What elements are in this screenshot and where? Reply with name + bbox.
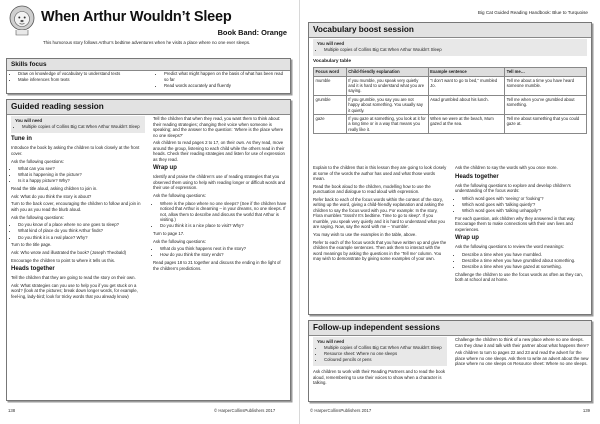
skills-col-1 — [11, 71, 141, 85]
book-title: When Arthur Wouldn’t Sleep — [41, 9, 232, 25]
table-cell: Tell me about a time you have heard someone mumble. — [505, 76, 587, 95]
question-item: • Describe a time when you have grumbled about something. — [462, 258, 589, 264]
you-will-need-box — [313, 39, 587, 56]
table-header-row — [314, 68, 587, 76]
skill-item: • Read words accurately and fluently — [164, 83, 287, 89]
question-item: • Describe a time when you have mumbled. — [462, 252, 589, 258]
need-item: • Multiple copies of Collins Big Cat When Arthur Wouldn’t Sleep — [324, 345, 443, 351]
guided-reading-heading: Guided reading session — [7, 100, 290, 115]
paragraph: Introduce the book by asking the children to look closely at the front cover. — [11, 145, 140, 156]
question-item: • Which word goes with ‘seeing’ or ‘looking’? — [462, 196, 589, 202]
you-will-need-box — [313, 337, 447, 366]
table-cell: Tell me about something that you could gaze at. — [505, 114, 587, 133]
follow-col-1 — [313, 337, 447, 388]
wrap-up-heading: Wrap up — [455, 235, 479, 242]
question-item: • What is happening in the picture? — [18, 172, 145, 178]
paragraph: Ask children to turn to pages 22 and 23 and read the advert for the place where no one sleeps. Ask them to write an advert about the new place where no one sleeps on Resource sheet: Where no one sleeps. — [455, 350, 589, 367]
page-number-right: 139 — [582, 408, 590, 413]
table-row — [314, 76, 587, 95]
guided-col-2 — [153, 116, 287, 273]
paragraph: Ask the children to say the words with you once more. — [455, 165, 558, 170]
vocabulary-table — [313, 67, 587, 134]
paragraph: Read the book aloud to the children, modelling how to use the punctuation and dialogue to read aloud with expression. — [313, 183, 431, 195]
table-row — [314, 114, 587, 133]
vocab-col-1 — [313, 165, 447, 264]
paragraph: Refer back to each of the focus words within the context of the story, writing up the word, giving a child-friendly explanation and asking the children to say the focus word with you. For example: In the story, Flora mumbles “Ssssh! It’s bedtime. Time to go to sleep”. If you mumble, you speak very quietly and it is hard to understand what you are saying. Now, say the word with me – ‘mumble’. — [313, 196, 445, 230]
paragraph: Challenge the children to use the focus words as often as they can, both at school and at home. — [455, 271, 583, 283]
table-cell: “I don’t want to go to bed,” mumbled Jo. — [428, 76, 504, 95]
paragraph: Turn to page 17. — [153, 231, 185, 237]
paragraph: Identify and praise the children’s use of reading strategies that you observed them using to help with reading longer or difficult words and their use of expression. — [153, 174, 286, 191]
table-row — [314, 95, 587, 114]
vocabulary-table-label: Vocabulary table — [313, 59, 352, 65]
question-item: • Which word goes with ‘talking unhappily’? — [462, 208, 589, 214]
skills-focus-heading: Skills focus — [7, 59, 290, 71]
vocabulary-boost-heading: Vocabulary boost session — [309, 23, 591, 38]
copyright-left: © HarperCollinsPublishers 2017 — [214, 408, 276, 413]
paragraph: Read pages 18 to 21 together and discuss the ending in the light of the children’s predictions. — [153, 260, 281, 271]
paragraph: Ask the following questions: — [11, 158, 65, 164]
table-cell: If you mumble, you speak very quietly and it is hard to understand what you are saying. — [346, 76, 428, 95]
question-item: • Which word goes with ‘talking quietly’? — [462, 202, 589, 208]
paragraph: Ask: Who wrote and illustrated the book? (Joseph Theobald) — [11, 249, 127, 255]
table-cell: If you grumble, you say you are not happy about something. You usually say it quietly. — [346, 95, 428, 114]
column-header: Example sentence — [428, 68, 504, 76]
need-item: • Multiple copies of Collins Big Cat When Arthur Wouldn’t Sleep — [324, 47, 583, 53]
vocab-col-2 — [455, 165, 589, 285]
column-header: Focus word — [314, 68, 347, 76]
series-title: Big Cat Guided Reading Handbook: Blue to Turquoise — [477, 10, 588, 15]
you-will-need-label: You will need — [15, 118, 43, 123]
column-header: Tell me… — [505, 68, 587, 76]
follow-col-2 — [455, 337, 589, 369]
skill-item: • Make inferences from texts — [18, 77, 141, 83]
you-will-need-label: You will need — [317, 41, 345, 46]
paragraph: For each question, ask children why they answered in that way. Encourage them to make connections with their own lives and experiences. — [455, 215, 576, 232]
paragraph: Turn to the title page. — [11, 242, 52, 248]
paragraph: Refer to each of the focus words that you have written up and give the children the example sentences. Then ask them to interact with the word meanings by asking the questions in the ‘Tell me’ column. You may wish to demonstrate by giving some examples of your own. — [313, 239, 447, 262]
question-item: • Describe a time when you have gazed at something. — [462, 264, 589, 270]
guided-reading-box — [6, 99, 291, 401]
table-cell: gaze — [314, 114, 347, 133]
question-item: • Do you think it is a real place? Why? — [18, 235, 145, 241]
question-item: • How do you think the story ends? — [160, 252, 287, 258]
question-item: • Where is the place where no one sleeps? (See if the children have noticed that Arthur is dreaming – in your dreams, no one sleeps. If not, allow them to describe and discuss the world that Arthur is visiting.) — [160, 201, 287, 223]
table-cell: mumble — [314, 76, 347, 95]
paragraph: Ask the following questions: — [153, 238, 207, 244]
heads-together-heading: Heads together — [11, 266, 55, 273]
page-number-left: 138 — [8, 408, 16, 413]
paragraph: Challenge the children to think of a new place where no one sleeps. Can they draw it and talk with their partner about what happens there? — [455, 337, 589, 348]
paragraph: Ask: What strategies can you use to help you if you get stuck on a word? (look at the pictures; break down longer words, for example, feel-ing, lady-bird; look for tricky words that you already know) — [11, 282, 138, 299]
tune-in-heading: Tune in — [11, 136, 32, 143]
paragraph: Explain to the children that in this lesson they are going to look closely at some of the words the author has used and what those words mean. — [313, 165, 447, 181]
follow-up-box — [308, 320, 592, 402]
paragraph: Ask children to work with their Reading Partners and to read the book aloud, remembering to use their voices to show when a character is talking. — [313, 369, 446, 386]
table-cell: Asad grumbled about his lunch. — [428, 95, 504, 114]
question-item: • Do you think it is a nice place to visit? Why? — [160, 223, 287, 229]
lion-illustration-icon — [7, 4, 37, 36]
table-cell: If you gaze at something, you look at it for a long time or in a way that means you really like it. — [346, 114, 428, 133]
paragraph: Ask the following questions to explore and develop children’s understanding of the focus words: — [455, 182, 571, 194]
follow-up-heading: Follow-up independent sessions — [309, 321, 591, 336]
skills-focus-box — [6, 58, 291, 94]
paragraph: Tell the children that when they read, you want them to think about: their reading strategies; changing their voice when someone is speaking; and the answer to the question: ‘Where is the place where no one sleeps?’ — [153, 116, 284, 138]
table-cell: When we were at the beach, Mum gazed at the sea. — [428, 114, 504, 133]
guided-col-1 — [11, 116, 145, 302]
question-item: • What can you see? — [18, 166, 145, 172]
need-item: • Resource sheet: Where no one sleeps — [324, 351, 443, 357]
paragraph: Ask the following questions: — [11, 214, 65, 220]
vocabulary-boost-box — [308, 22, 592, 315]
question-item: • What kind of place do you think Arthur finds? — [18, 228, 145, 234]
paragraph: Tell the children that they are going to read the story on their own. — [11, 275, 136, 281]
you-will-need-box — [11, 116, 145, 133]
paragraph: Encourage the children to point to where it tells us this. — [11, 257, 116, 263]
need-item: • Coloured pencils or pens — [324, 357, 443, 363]
question-item: • Is it a happy picture? Why? — [18, 178, 145, 184]
paragraph: Read the title aloud, asking children to join in. — [11, 186, 98, 192]
paragraph: Ask the following questions: — [153, 193, 207, 199]
paragraph: Ask: What do you think the story is about? — [11, 193, 92, 199]
wrap-up-heading: Wrap up — [153, 165, 177, 172]
skill-item: • Predict what might happen on the basis of what has been read so far — [164, 71, 287, 82]
copyright-right: © HarperCollinsPublishers 2017 — [310, 408, 372, 413]
question-item: • Do you know of a place where no one goes to sleep? — [18, 222, 145, 228]
question-item: • What do you think happens next in the story? — [160, 246, 287, 252]
paragraph: You may wish to use the examples in the table, above. — [313, 232, 417, 238]
skills-col-2 — [157, 71, 287, 90]
column-header: Child-friendly explanation — [346, 68, 428, 76]
table-cell: grumble — [314, 95, 347, 114]
you-will-need-label: You will need — [317, 339, 345, 344]
heads-together-heading: Heads together — [455, 173, 499, 180]
table-cell: Tell me when you’ve grumbled about something. — [505, 95, 587, 114]
skill-item: • Draw on knowledge of vocabulary to understand texts — [18, 71, 141, 77]
right-page — [300, 0, 600, 424]
paragraph: Turn to the back cover, encouraging the children to follow and join in with you as you read the blurb aloud. — [11, 201, 141, 212]
vocab-top — [313, 39, 587, 134]
book-band: Book Band: Orange — [217, 28, 287, 37]
paragraph: Ask children to read pages 2 to 17, on their own. As they read, move around the group, listening to each child while the others read in their heads. Check their reading strategies and listen for use of expression as they read. — [153, 140, 285, 162]
need-item: • Multiple copies of Collins Big Cat When Arthur Wouldn’t Sleep — [22, 124, 141, 130]
paragraph: Ask the following questions to review the word meanings: — [455, 244, 564, 250]
book-intro: This humorous story follows Arthur’s bedtime adventures when he visits a place where no one ever sleeps. — [43, 40, 251, 45]
